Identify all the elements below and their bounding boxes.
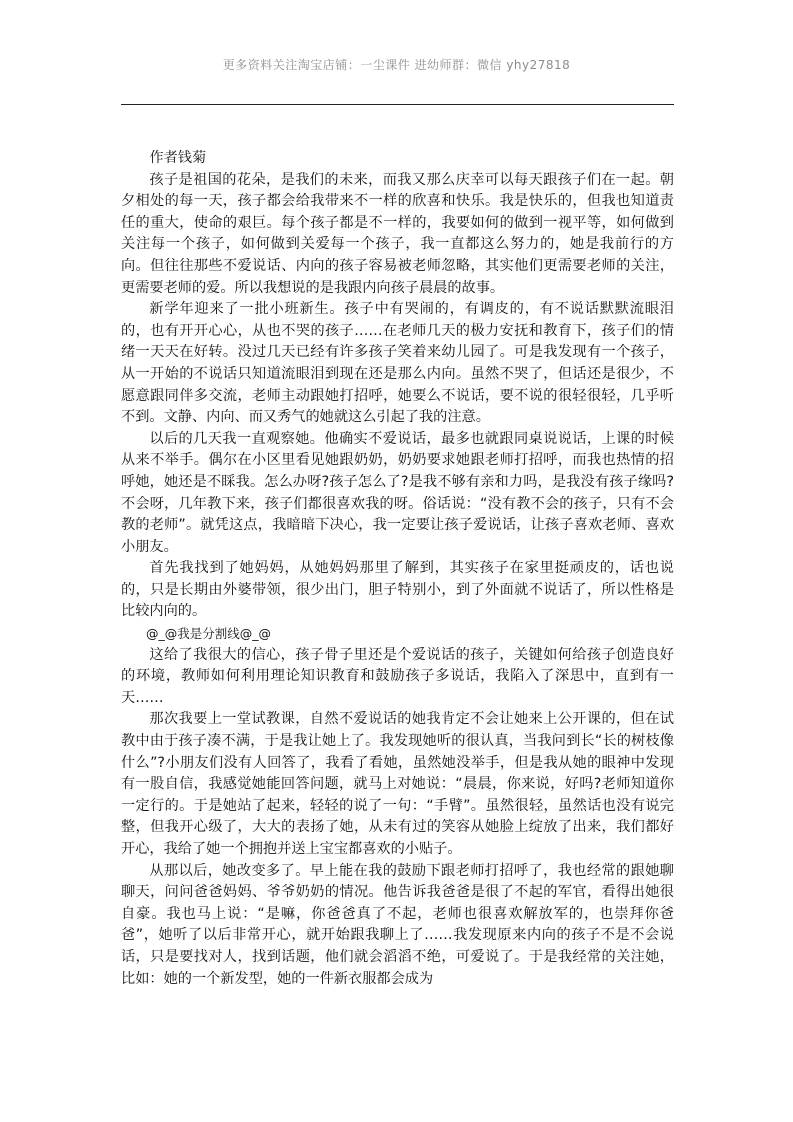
paragraph-4: 首先我找到了她妈妈，从她妈妈那里了解到，其实孩子在家里挺顽皮的，话也说的，只是长期由外婆带领，很少出门，胆子特别小，到了外面就不说话了，所以性格是比较内向的。	[121, 560, 674, 620]
paragraph-6: 那次我要上一堂试教课，自然不爱说话的她我肯定不会让她来上公开课的，但在试教中由于孩子凑不满，于是我让她上了。我发现她听的很认真，当我问到长“长的树枝像什么”?小朋友们没有人回答了，我看了看她，虽然她没举手，但是我从她的眼神中发现有一股自信，我感觉她能回答问题，就马上对她说：“晨晨，你来说，好吗?老师知道你一定行的。于是她站了起来，轻轻的说了一句：“手臂”。虽然很轻，虽然话也没有说完整，但我开心级了，大大的表扬了她，从未有过的笑容从她脸上绽放了出来，我们都好开心，我给了她一个拥抱并送上宝宝都喜欢的小贴子。	[121, 711, 674, 857]
paragraph-1: 孩子是祖国的花朵，是我们的未来，而我又那么庆幸可以每天跟孩子们在一起。朝夕相处的每一天，孩子都会给我带来不一样的欣喜和快乐。我是快乐的，但我也知道责任的重大，使命的艰巨。每个孩子都是不一样的，我要如何的做到一视平等，如何做到关注每一个孩子，如何做到关爱每一个孩子，我一直都这么努力的，她是我前行的方向。但往往那些不爱说话、内向的孩子容易被老师忽略，其实他们更需要老师的关注，更需要老师的爱。所以我想说的是我跟内向孩子晨晨的故事。	[121, 171, 674, 296]
paragraph-5: 这给了我很大的信心，孩子骨子里还是个爱说话的孩子，关键如何给孩子创造良好的环境，教师如何利用理论知识教育和鼓励孩子多说话，我陷入了深思中，直到有一天……	[121, 646, 674, 706]
paragraph-3: 以后的几天我一直观察她。他确实不爱说话，最多也就跟同桌说说话，上课的时候从来不举手。偶尔在小区里看见她跟奶奶，奶奶要求她跟老师打招呼，而我也热情的招呼她，她还是不睬我。怎么办呀?孩子怎么了?是我不够有亲和力吗，是我没有孩子缘吗?不会呀，几年教下来，孩子们都很喜欢我的呀。俗话说：“没有教不会的孩子，只有不会教的老师”。就凭这点，我暗暗下决心，我一定要让孩子爱说话，让孩子喜欢老师、喜欢小朋友。	[121, 430, 674, 555]
paragraph-2: 新学年迎来了一批小班新生。孩子中有哭闹的，有调皮的，有不说话默默流眼泪的，也有开开心心，从也不哭的孩子……在老师几天的极力安抚和教育下，孩子们的情绪一天天在好转。没过几天已经有许多孩子笑着来幼儿园了。可是我发现有一个孩子，从一开始的不说话只知道流眼泪到现在还是那么内向。虽然不哭了，但话还是很少，不愿意跟同伴多交流，老师主动跟她打招呼，她要么不说话，要不说的很轻很轻，几乎听不到。文静、内向、而又秀气的她就这么引起了我的注意。	[121, 301, 674, 426]
section-divider-text: @_@我是分割线@_@	[146, 626, 272, 642]
page-header: 更多资料关注淘宝店铺：一尘课件 进幼师群：微信 yhy27818	[222, 58, 571, 72]
author-line: 作者钱菊	[149, 150, 207, 166]
paragraph-7: 从那以后，她改变多了。早上能在我的鼓励下跟老师打招呼了，我也经常的跟她聊聊天，问问爸爸妈妈、爷爷奶奶的情况。他告诉我爸爸是很了不起的军官，看得出她很自豪。我也马上说：“是嘛，你爸爸真了不起，老师也很喜欢解放军的，也崇拜你爸爸”，她听了以后非常开心，就开始跟我聊上了……我发现原来内向的孩子不是不会说话，只是要找对人，找到话题，他们就会滔滔不绝，可爱说了。于是我经常的关注她，比如：她的一个新发型，她的一件新衣服都会成为	[121, 862, 674, 987]
article-body	[121, 148, 674, 990]
header-divider	[121, 104, 674, 105]
